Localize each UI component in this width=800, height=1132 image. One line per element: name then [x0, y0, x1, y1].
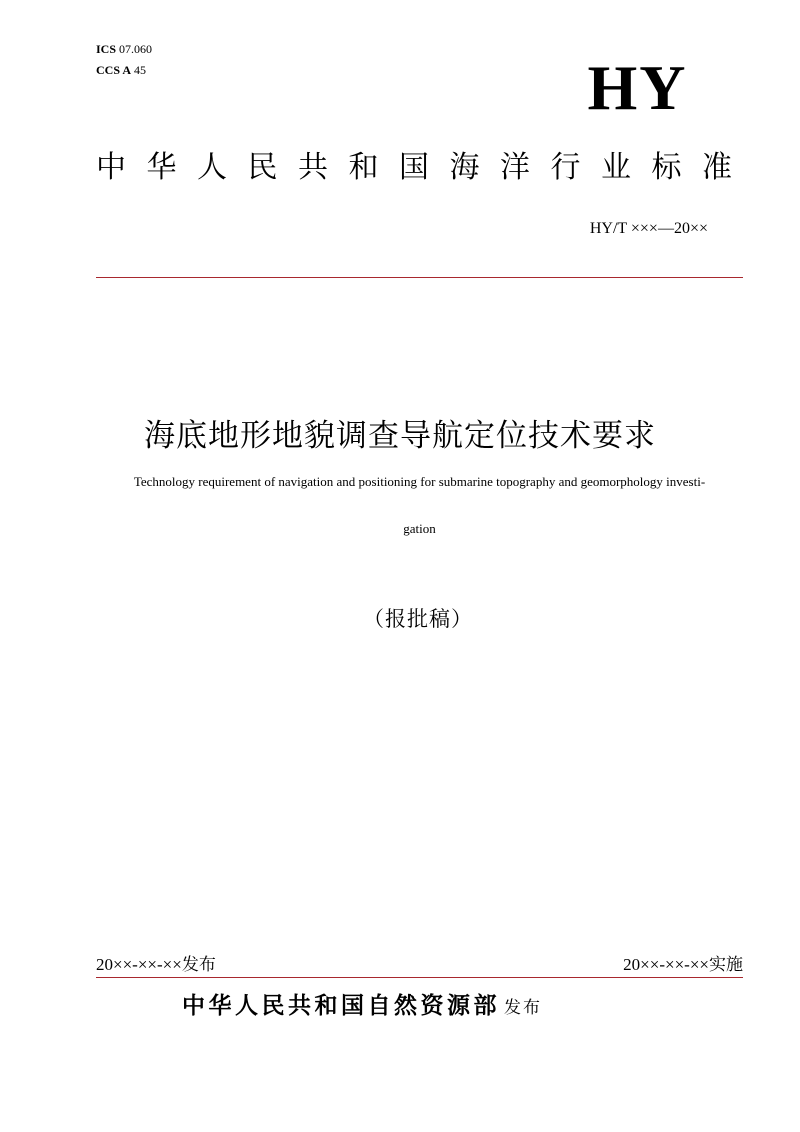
footer-divider [96, 977, 743, 978]
document-title-zh: 海底地形地貌调查导航定位技术要求 [144, 418, 656, 454]
ccs-label: CCS A [96, 63, 132, 77]
ccs-code: 45 [134, 63, 147, 77]
ics-code-line [96, 42, 152, 56]
publisher-org: 中华人民共和国自然资源部 [182, 993, 500, 1019]
hy-logo: HY [587, 52, 688, 123]
draft-status: （报批稿） [363, 607, 473, 631]
header-divider [96, 277, 743, 278]
publisher-suffix: 发布 [504, 998, 542, 1018]
ccs-code-line [96, 63, 146, 77]
standard-number: HY/T ×××—20×× [589, 220, 708, 237]
publish-date: 20××-××-××发布 [96, 955, 216, 974]
ics-code: 07.060 [119, 42, 153, 56]
industry-standard-title: 中华人民共和国海洋行业标准 [96, 150, 753, 185]
document-title-en-line2: gation [403, 521, 436, 536]
publisher-line [182, 990, 542, 1024]
implement-date: 20××-××-××实施 [623, 955, 743, 974]
document-title-en-line1: Technology requirement of navigation and positioning for submarine topography and geomorphology investi- [133, 474, 706, 489]
ics-label: ICS [96, 42, 117, 56]
